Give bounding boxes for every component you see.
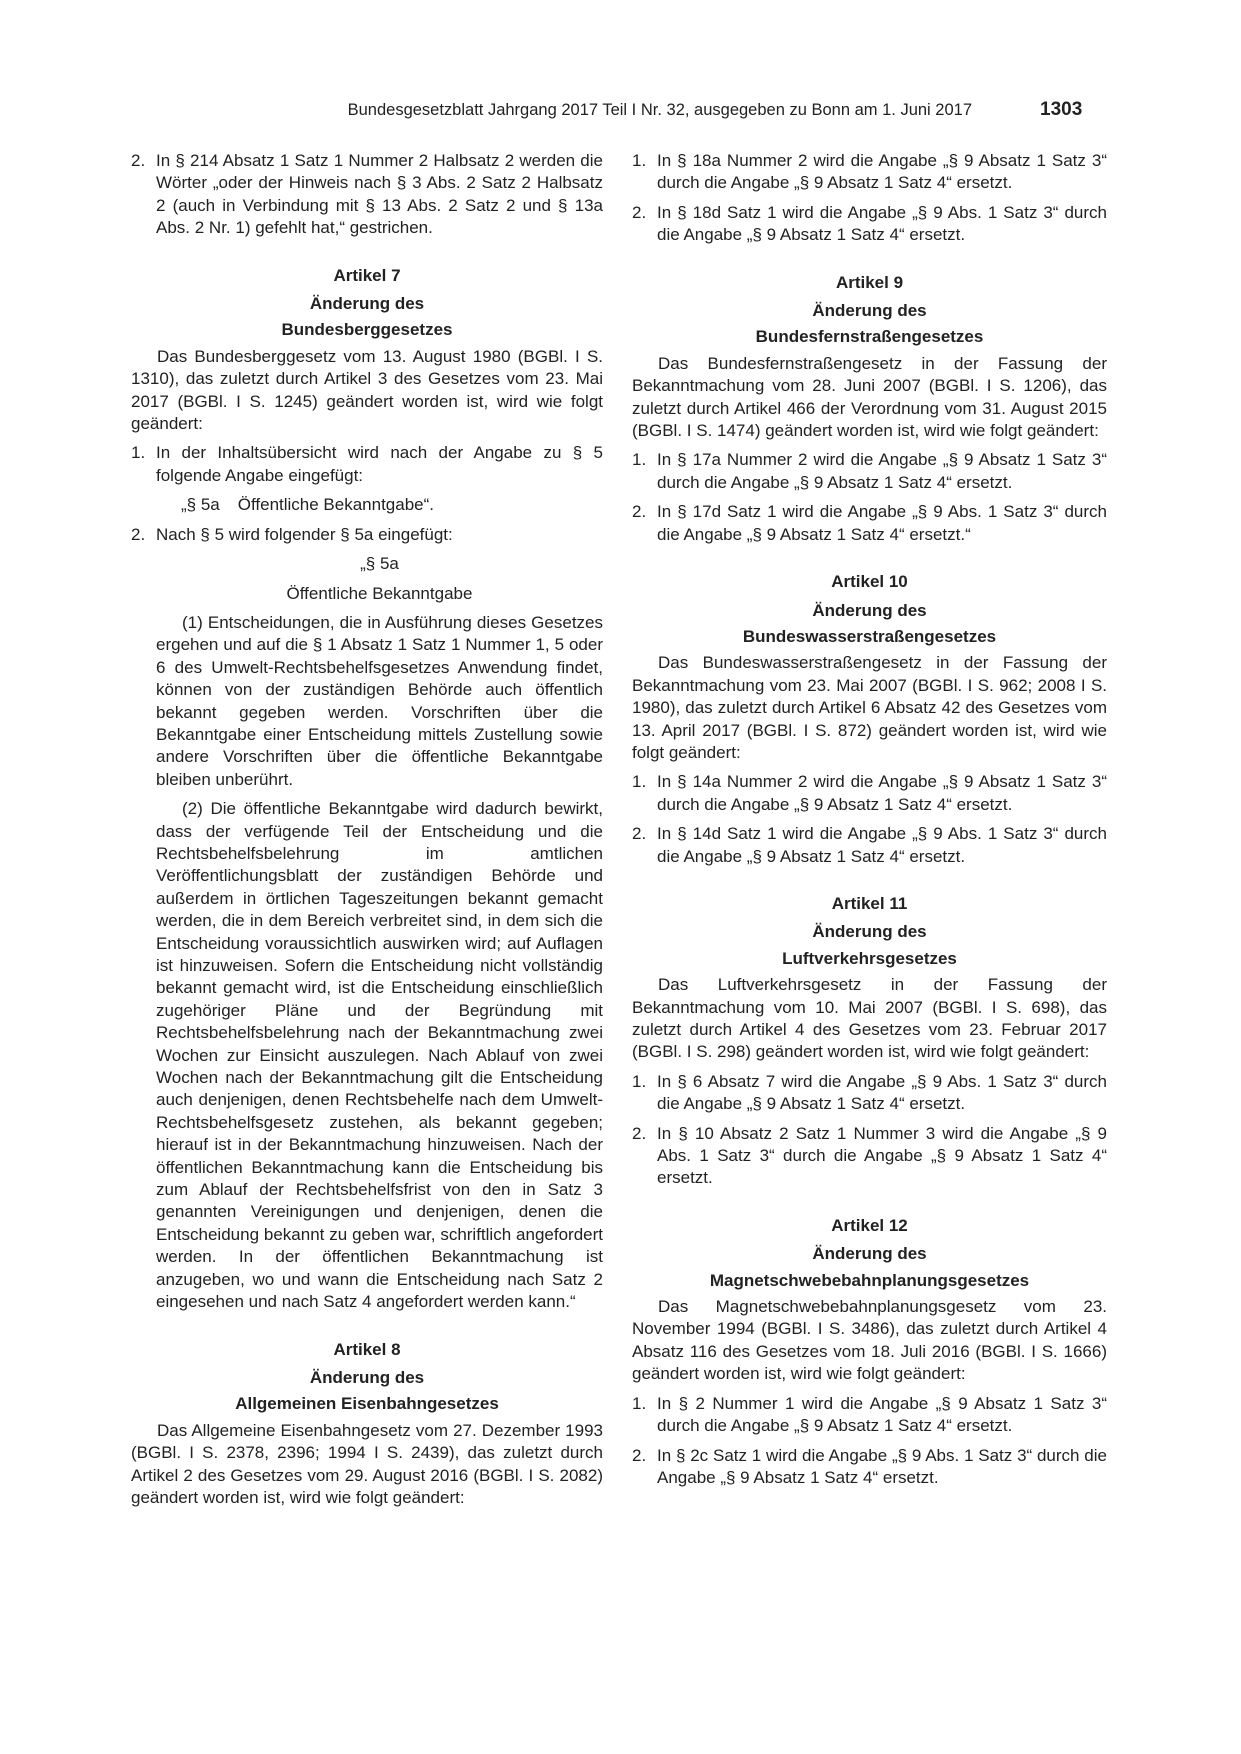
list-item: 2. In § 2c Satz 1 wird die Angabe „§ 9 Abs. 1 Satz 3“ durch die Angabe „§ 9 Absatz 1 Satz 4“ ersetzt. bbox=[632, 1445, 1107, 1487]
article-subheading: Änderung des bbox=[812, 1244, 927, 1264]
article-9 bbox=[632, 272, 1107, 546]
paragraph-label: „§ 5a bbox=[360, 554, 399, 574]
article-heading: Artikel 7 bbox=[333, 265, 401, 285]
article-8 bbox=[131, 1339, 603, 1510]
list-item: 1. In § 18a Nummer 2 wird die Angabe „§ 9 Absatz 1 Satz 3“ durch die Angabe „§ 9 Absatz 1 Satz 4“ ersetzt. bbox=[632, 151, 1107, 193]
list-item: 2. In § 14d Satz 1 wird die Angabe „§ 9 Abs. 1 Satz 3“ durch die Angabe „§ 9 Absatz 1 Satz 4“ ersetzt. bbox=[632, 824, 1107, 866]
article-heading: Artikel 9 bbox=[835, 272, 904, 292]
left-column bbox=[131, 150, 603, 1516]
article-heading: Artikel 10 bbox=[831, 572, 908, 592]
article-10 bbox=[632, 571, 1107, 868]
list-item: 2. In § 10 Absatz 2 Satz 1 Nummer 3 wird die Angabe „§ 9 Abs. 1 Satz 3“ durch die Angabe „§ 9 Absatz 1 Satz 4“ ersetzt. bbox=[632, 1123, 1107, 1188]
article-subheading: Magnetschwebebahnplanungsgesetzes bbox=[709, 1270, 1030, 1290]
article-11 bbox=[632, 893, 1107, 1190]
list-item: 1. In der Inhaltsübersicht wird nach der Angabe zu § 5 folgende Angabe eingefügt: bbox=[131, 443, 603, 485]
article-subheading: Änderung des bbox=[309, 1367, 425, 1387]
article-subheading: Bundesberggesetzes bbox=[281, 320, 453, 340]
article-subheading: Bundesfernstraßengesetzes bbox=[755, 327, 984, 347]
article-12 bbox=[632, 1215, 1107, 1489]
article-intro: Das Allgemeine Eisenbahngesetz vom 27. Dezember 1993 (BGBl. I S. 2378, 2396; 1994 I S. 2439), das zuletzt durch Artikel 2 des Gesetzes vom 29. August 2016 (BGBl. I S. 2082) geändert worden ist, wird wie folgt geändert: bbox=[131, 1420, 603, 1507]
article-heading: Artikel 11 bbox=[831, 893, 908, 913]
list-item: 2. In § 18d Satz 1 wird die Angabe „§ 9 Abs. 1 Satz 3“ durch die Angabe „§ 9 Absatz 1 Satz 4“ ersetzt. bbox=[632, 202, 1107, 245]
article-subheading: Änderung des bbox=[812, 301, 927, 321]
paragraph-text: (1) Entscheidungen, die in Ausführung dieses Gesetzes ergehen und auf die § 1 Absatz 1 Satz 1 Nummer 1, 5 oder 6 des Umwelt-Rechtsbehelfsgesetzes Anwendung findet, können von der zuständigen Behörde auch öffentlich bekannt gegeben werden. Vorschriften über die Bekanntgabe einer Entscheidung mittels Zustellung sowie andere Vorschriften über die öffentliche Bekanntgabe bleiben unberührt. bbox=[156, 612, 603, 789]
paragraph-text: (2) Die öffentliche Bekanntgabe wird dadurch bewirkt, dass der verfügende Teil der Entscheidung und die Rechtsbehelfsbelehrung im amtlichen Veröffentlichungsblatt der zuständigen Behörde und außerdem in örtlichen Tageszeitungen bekannt gemacht werden, die in dem Bereich verbreitet sind, in dem sich die Entscheidung voraussichtlich auswirken wird; auf Auflagen ist hinzuweisen. Sofern die Entscheidung nicht vollständig bekannt gemacht wird, ist die Entscheidung einschließlich zugehöriger Pläne und der Begründung mit Rechtsbehelfsbelehrung nach der Bekanntmachung zwei Wochen zur Einsicht auszulegen. Nach Ablauf von zwei Wochen nach der Bekanntmachung gilt die Entscheidung auch denjenigen, denen Rechtsbehelfe nach dem Umwelt-Rechtsbehelfsgesetz zustehen, als bekannt gegeben; hierauf ist in der Bekanntmachung hinzuweisen. Nach der öffentlichen Bekanntmachung kann die Entscheidung bis zum Ablauf der Rechtsbehelfsfrist von den in Satz 3 genannten Vereinigungen und denjenigen, denen die Entscheidung bekannt zu geben war, schriftlich angefordert werden. In der öffentlichen Bekanntmachung ist anzugeben, wo und wann die Entscheidung nach Satz 2 eingesehen und nach Satz 4 angefordert werden kann.“ bbox=[156, 799, 603, 1312]
list-item: 1. In § 14a Nummer 2 wird die Angabe „§ 9 Absatz 1 Satz 3“ durch die Angabe „§ 9 Absatz 1 Satz 4“ ersetzt. bbox=[632, 772, 1107, 814]
article-subheading: Bundeswasserstraßengesetzes bbox=[742, 626, 997, 646]
list-item: 1. In § 6 Absatz 7 wird die Angabe „§ 9 Abs. 1 Satz 3“ durch die Angabe „§ 9 Absatz 1 Satz 4“ ersetzt. bbox=[632, 1071, 1107, 1114]
article-intro: Das Magnetschwebebahnplanungsgesetz vom 23. November 1994 (BGBl. I S. 3486), das zuletzt durch Artikel 4 Absatz 116 des Gesetzes vom 18. Juli 2016 (BGBl. I S. 1666) geändert worden ist, wird wie folgt geändert: bbox=[632, 1297, 1107, 1384]
article-intro: Das Bundeswasserstraßengesetz in der Fassung der Bekanntmachung vom 23. Mai 2007 (BGBl. I S. 962; 2008 I S. 1980), das zuletzt durch Artikel 6 Absatz 42 des Gesetzes vom 13. April 2017 (BGBl. I S. 872) geändert worden ist, wird wie folgt geändert: bbox=[632, 653, 1107, 762]
paragraph-title: Öffentliche Bekanntgabe bbox=[286, 583, 473, 603]
article-7 bbox=[131, 265, 603, 1314]
page-header-title: Bundesgesetzblatt Jahrgang 2017 Teil I Nr. 32, ausgegeben zu Bonn am 1. Juni 2017 bbox=[347, 101, 972, 119]
list-item: 1. In § 2 Nummer 1 wird die Angabe „§ 9 Absatz 1 Satz 3“ durch die Angabe „§ 9 Absatz 1 Satz 4“ ersetzt. bbox=[632, 1393, 1107, 1436]
article-heading: Artikel 12 bbox=[831, 1215, 908, 1235]
list-item: 2. In § 214 Absatz 1 Satz 1 Nummer 2 Halbsatz 2 werden die Wörter „oder der Hinweis nach § 3 Abs. 2 Satz 2 Halbsatz 2 (auch in Verbindung mit § 13 Abs. 2 Satz 2 und § 13a Abs. 2 Nr. 1) gefehlt hat,“ gestrichen. bbox=[131, 151, 603, 238]
article-intro: Das Bundesberggesetz vom 13. August 1980 (BGBl. I S. 1310), das zuletzt durch Artikel 3 des Gesetzes vom 23. Mai 2017 (BGBl. I S. 1245) geändert worden ist, wird wie folgt geändert: bbox=[131, 346, 603, 434]
article-intro: Das Bundesfernstraßengesetz in der Fassung der Bekanntmachung vom 28. Juni 2007 (BGBl. I S. 1206), das zuletzt durch Artikel 466 der Verordnung vom 31. August 2015 (BGBl. I S. 1474) geändert worden ist, wird wie folgt geändert: bbox=[632, 353, 1107, 441]
article-subheading: Änderung des bbox=[309, 294, 425, 314]
article-heading: Artikel 8 bbox=[333, 1339, 401, 1359]
list-item: 2. Nach § 5 wird folgender § 5a eingefügt: bbox=[131, 524, 453, 544]
page-number: 1303 bbox=[1040, 99, 1083, 120]
article-subheading: Allgemeinen Eisenbahngesetzes bbox=[235, 1394, 499, 1414]
article-subheading: Luftverkehrsgesetzes bbox=[782, 948, 957, 968]
article-subheading: Änderung des bbox=[812, 600, 927, 620]
article-subheading: Änderung des bbox=[812, 922, 927, 942]
right-column bbox=[632, 150, 1107, 1496]
article-intro: Das Luftverkehrsgesetz in der Fassung der Bekanntmachung vom 10. Mai 2007 (BGBl. I S. 698), das zuletzt durch Artikel 4 des Gesetzes vom 23. Februar 2017 (BGBl. I S. 298) geändert worden ist, wird wie folgt geändert: bbox=[632, 975, 1107, 1062]
list-item: 2. In § 17d Satz 1 wird die Angabe „§ 9 Abs. 1 Satz 3“ durch die Angabe „§ 9 Absatz 1 Satz 4“ ersetzt.“ bbox=[632, 502, 1107, 544]
list-item: 1. In § 17a Nummer 2 wird die Angabe „§ 9 Absatz 1 Satz 3“ durch die Angabe „§ 9 Absatz 1 Satz 4“ ersetzt. bbox=[632, 450, 1107, 492]
inserted-quote: „§ 5a Öffentliche Bekanntgabe“. bbox=[181, 495, 435, 515]
